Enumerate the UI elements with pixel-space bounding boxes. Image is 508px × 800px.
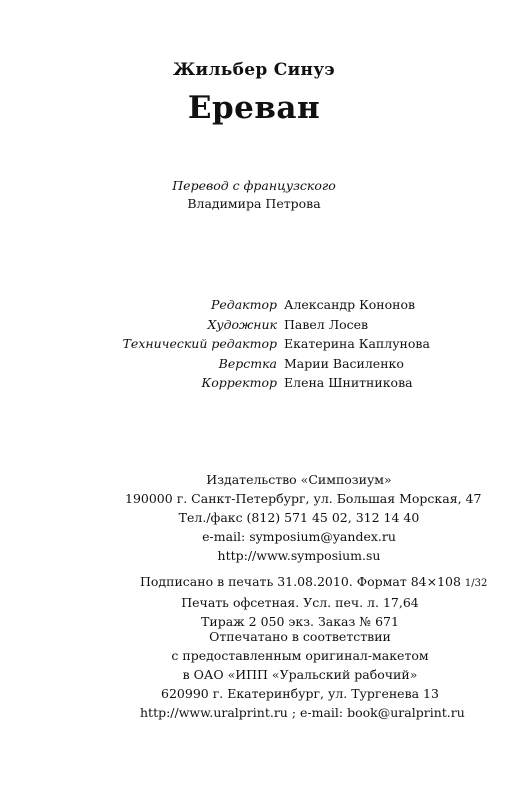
publisher-website: http://www.symposium.su xyxy=(217,548,381,563)
printer-line: в ОАО «ИПП «Уральский рабочий» xyxy=(182,667,418,682)
credit-name: Екатерина Каплунова xyxy=(284,336,430,351)
publisher-phone: Тел./факс (812) 571 45 02, 312 14 40 xyxy=(178,510,420,525)
credit-name: Марии Василенко xyxy=(284,355,404,371)
credit-role: Художник xyxy=(207,316,277,332)
publisher-name: Издательство «Симпозиум» xyxy=(206,472,392,487)
book-title: Ереван xyxy=(187,90,321,126)
credit-name: Павел Лосев xyxy=(284,316,369,332)
printer-address: 620990 г. Екатеринбург, ул. Тургенева 13 xyxy=(161,686,439,701)
publisher-email: e-mail: symposium@yandex.ru xyxy=(202,529,396,544)
credit-row xyxy=(0,373,508,393)
printer-contacts: http://www.uralprint.ru ; e-mail: book@uralprint.ru xyxy=(140,705,465,720)
translation-credit xyxy=(0,177,508,213)
credit-name: Александр Кононов xyxy=(284,297,416,312)
translator-name: Владимира Петрова xyxy=(187,196,321,211)
format-fraction: 1/32 xyxy=(464,578,488,589)
credit-name: Елена Шнитникова xyxy=(284,375,413,390)
publisher-info xyxy=(125,470,482,565)
signed-to-print xyxy=(140,572,488,593)
publisher-address: 190000 г. Санкт-Петербург, ул. Большая Морская, 47 xyxy=(125,491,482,506)
credit-role: Верстка xyxy=(218,355,277,371)
credit-role: Корректор xyxy=(201,375,277,390)
printing-details xyxy=(140,572,488,631)
credit-row xyxy=(0,334,508,354)
print-run: Тираж 2 050 экз. Заказ № 671 xyxy=(201,614,399,629)
offset-printing: Печать офсетная. Усл. печ. л. 17,64 xyxy=(181,595,419,610)
printer-line: Отпечатано в соответствии xyxy=(209,629,391,644)
printer-info xyxy=(140,627,465,722)
signed-text: Подписано в печать 31.08.2010. Формат 84×108 xyxy=(140,574,465,589)
credit-row xyxy=(0,295,508,315)
credit-row xyxy=(0,315,508,335)
printer-line: с предоставленным оригинал-макетом xyxy=(171,648,429,663)
staff-credits xyxy=(0,295,508,393)
book-author: Жильбер Синуэ xyxy=(172,60,336,80)
translation-label: Перевод с французского xyxy=(172,178,336,193)
credit-row xyxy=(0,354,508,374)
credit-role: Технический редактор xyxy=(122,336,277,351)
credit-role: Редактор xyxy=(210,297,277,312)
